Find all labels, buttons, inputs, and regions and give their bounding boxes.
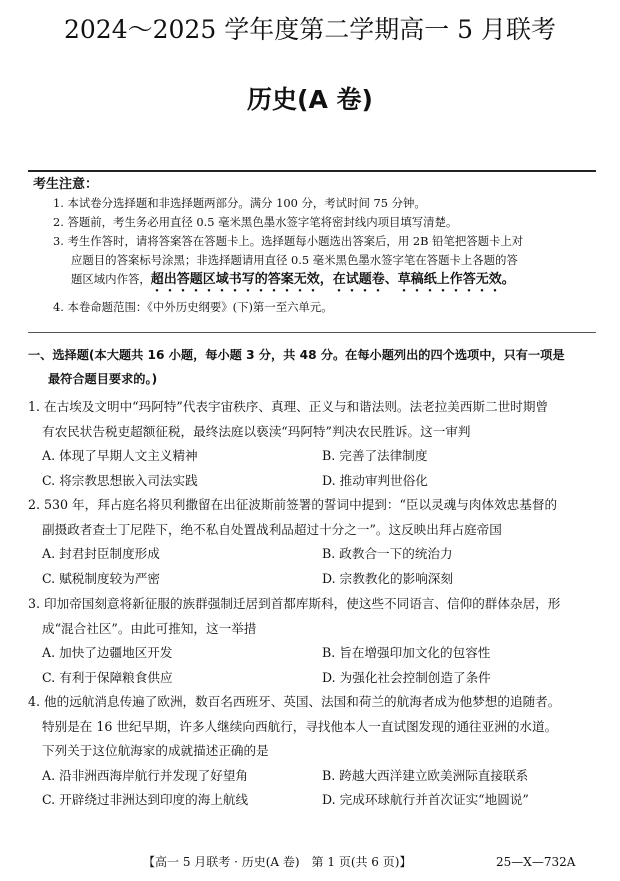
section-heading-line-2: 最符合题目要求的。) (48, 372, 158, 386)
notice-heading: 考生注意： (33, 177, 99, 192)
option-c: C. 有利于保障粮食供应 (42, 669, 173, 685)
footer-page-info: 【高一 5 月联考 · 历史(A 卷) 第 1 页(共 6 页)】 (143, 855, 412, 869)
question-1-line-1: 1. 在古埃及文明中“玛阿特”代表宇宙秩序、真理、正义与和谐法则。法老拉美西斯二世时期曾 (28, 399, 549, 414)
question-3-line-1: 3. 印加帝国刻意将新征服的族群强制迁居到首都库斯科，使这些不同语言、信仰的群体杂居，形 (28, 596, 561, 611)
question-1-options-row-1 (28, 444, 603, 469)
option-b: B. 跨越大西洋建立欧美洲际直接联系 (322, 767, 529, 783)
notice-item-3-line-1: 3. 考生作答时，请将答案答在答题卡上。选择题每小题选出答案后，用 2B 铅笔把答题卡上对 (53, 234, 524, 248)
option-a: A. 体现了早期人文主义精神 (42, 448, 198, 463)
option-c: C. 赋税制度较为严密 (42, 570, 160, 586)
option-b: B. 完善了法律制度 (322, 448, 428, 463)
option-d: D. 为强化社会控制创造了条件 (322, 669, 491, 685)
exam-subtitle: 历史(A 卷) (247, 85, 373, 114)
option-c: C. 开辟绕过非洲达到印度的海上航线 (42, 792, 249, 807)
question-4-line-3: 下列关于这位航海家的成就描述正确的是 (42, 743, 269, 758)
question-4-options-row-2 (28, 788, 603, 813)
question-2-line-2: 副摄政者查士丁尼陛下，绝不私自处置战利品超过十分之一”。这反映出拜占庭帝国 (42, 521, 502, 537)
notice-box (33, 176, 598, 317)
notice-top-rule (28, 170, 596, 172)
question-2-options-row-1 (28, 542, 603, 567)
notice-item-3-line-3-text: 题区域内作答， (71, 272, 151, 286)
exam-title: 2024～2025 学年度第二学期高一 5 月联考 (64, 15, 556, 44)
question-4 (28, 690, 603, 813)
option-b: B. 政教合一下的统治力 (322, 546, 453, 561)
notice-item-2: 2. 答题前，考生务必用直径 0.5 毫米黑色墨水签字笔将密封线内项目填写清楚。 (53, 215, 458, 229)
question-1 (28, 395, 603, 493)
option-a: A. 封君封臣制度形成 (42, 546, 160, 561)
option-a: A. 加快了边疆地区开发 (42, 645, 173, 660)
page-footer (0, 850, 620, 874)
option-c: C. 将宗教思想嵌入司法实践 (42, 472, 198, 488)
option-a: A. 沿非洲西海岸航行并发现了好望角 (42, 767, 249, 783)
notice-item-3-line-3 (33, 270, 598, 295)
section-heading-line-1: 一、选择题(本大题共 16 小题，每小题 3 分，共 48 分。在每小题列出的四个选项中，只有一项是 (28, 348, 565, 362)
question-2 (28, 493, 603, 591)
notice-bottom-rule (28, 332, 596, 333)
option-d: D. 完成环球航行并首次证实“地圆说” (322, 792, 529, 807)
footer-exam-code: 25—X—732A (496, 855, 576, 869)
option-d: D. 推动审判世俗化 (322, 472, 428, 488)
question-4-line-1: 4. 他的远航消息传遍了欧洲，数百名西班牙、英国、法国和荷兰的航海者成为他梦想的追随者。 (28, 694, 561, 709)
notice-item-1: 1. 本试卷分选择题和非选择题两部分。满分 100 分，考试时间 75 分钟。 (53, 196, 426, 210)
section-heading (28, 343, 600, 391)
notice-item-3-line-2: 应题目的答案标号涂黑；非选择题请用直径 0.5 毫米黑色墨水签字笔在答题卡上各题的答 (71, 253, 518, 267)
option-d: D. 宗教教化的影响深刻 (322, 570, 453, 586)
question-2-line-1: 2. 530 年，拜占庭名将贝利撒留在出征波斯前签署的誓词中提到：“臣以灵魂与肉体效忠基督的 (28, 497, 558, 512)
notice-item-4: 4. 本卷命题范围：《中外历史纲要》(下)第一至六单元。 (53, 300, 333, 314)
question-3-options-row-1 (28, 641, 603, 666)
question-3-options-row-2 (28, 666, 603, 691)
question-4-options-row-1 (28, 764, 603, 789)
question-3-line-2: 成“混合社区”。由此可推知，这一举措 (42, 620, 257, 636)
question-2-options-row-2 (28, 567, 603, 592)
question-1-options-row-2 (28, 469, 603, 494)
notice-emphasis-text: 超出答题区域书写的答案无效，在试题卷、草稿纸上作答无效。 (150, 272, 515, 287)
question-1-line-2: 有农民状告税吏超额征税，最终法庭以亵渎“玛阿特”判决农民胜诉。这一审判 (42, 423, 471, 439)
question-3 (28, 592, 603, 690)
option-b: B. 旨在增强印加文化的包容性 (322, 645, 491, 660)
question-4-line-2: 特别是在 16 世纪早期，许多人继续向西航行，寻找他本人一直试图发现的通往亚洲的水道。 (42, 718, 558, 734)
